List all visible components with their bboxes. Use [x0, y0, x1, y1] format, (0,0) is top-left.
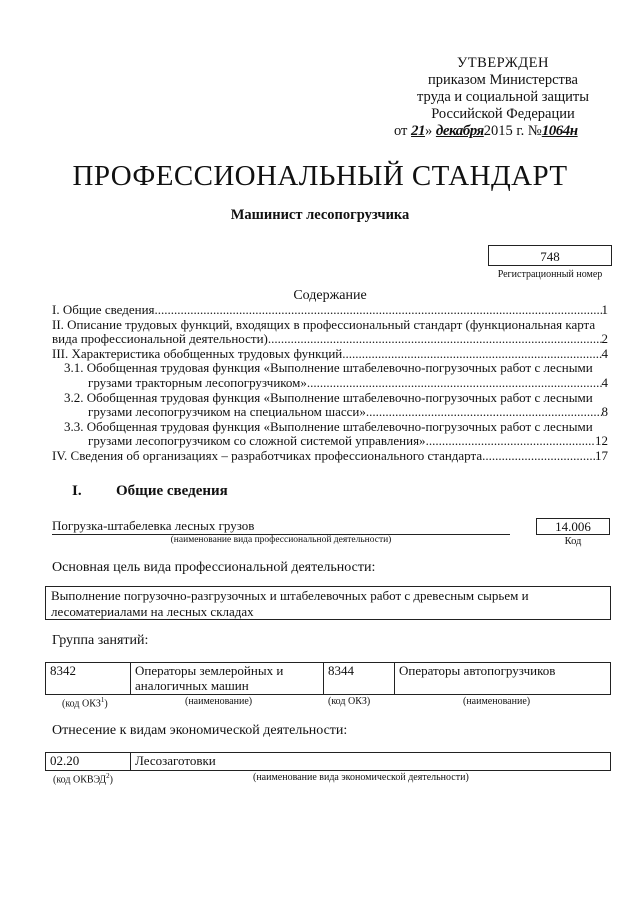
- toc-item-text-cont: вида профессиональной деятельности): [52, 331, 268, 347]
- economic-activity-name-caption: (наименование вида экономической деятельности): [253, 771, 469, 783]
- toc-item[interactable]: [52, 391, 608, 420]
- okz-code-caption-2: (код ОКЗ): [328, 696, 371, 707]
- approval-line-4: Российской Федерации: [431, 106, 575, 122]
- activity-name-caption: (наименование вида профессиональной деятельности): [170, 535, 392, 545]
- document-title: ПРОФЕССИОНАЛЬНЫЙ СТАНДАРТ: [72, 160, 568, 192]
- okz-code-caption: (код ОКЗ$^1$): [62, 696, 108, 710]
- toc-item-page: 4: [601, 345, 608, 361]
- occupation-name-caption: (наименование): [185, 696, 253, 707]
- economic-activity-label: Отнесение к видам экономической деятельности:: [52, 723, 348, 738]
- toc-item-text-cont: грузами лесопогрузчиком на специальном шасси»: [88, 404, 366, 420]
- approval-line-2: приказом Министерства: [428, 72, 578, 88]
- toc-item-page: 1: [601, 302, 608, 317]
- contents-title: Содержание: [293, 288, 367, 303]
- activity-code-caption: Код: [564, 536, 582, 547]
- toc-item[interactable]: [52, 420, 608, 449]
- toc-item-text: 3.1. Обобщенная трудовая функция «Выполнение штабелевочно-погрузочных работ с лесными: [64, 360, 593, 376]
- activity-name-field: Погрузка-штабелевка лесных грузов: [52, 518, 510, 535]
- toc-item-text-cont: грузами тракторным лесопогрузчиком»: [88, 374, 307, 390]
- okz-code-cell: 8342: [46, 663, 131, 695]
- economic-activity-name-cell: Лесозаготовки: [131, 753, 611, 771]
- occupation-group-label: Группа занятий:: [52, 633, 149, 648]
- approval-year: 2015 г. №: [483, 123, 542, 139]
- table-row: [46, 663, 611, 695]
- toc-item-page: 2: [601, 331, 608, 347]
- occupation-name-cell: Операторы автопогрузчиков: [395, 663, 611, 695]
- occupation-table: [45, 662, 611, 709]
- approval-from: от: [394, 123, 408, 139]
- toc-item-text: 3.3. Обобщенная трудовая функция «Выполнение штабелевочно-погрузочных работ с лесными: [64, 418, 593, 434]
- goal-label: Основная цель вида профессиональной деятельности:: [52, 560, 376, 575]
- table-row: [46, 753, 611, 771]
- approval-month: декабря: [435, 123, 484, 139]
- toc-item[interactable]: [52, 449, 608, 464]
- section-title: Общие сведения: [116, 483, 228, 499]
- section-heading: [72, 483, 228, 500]
- toc-item-page: 17: [595, 447, 608, 463]
- registration-number-box: 748: [488, 245, 612, 266]
- approval-number: 1064н: [541, 123, 578, 139]
- section-number: I.: [72, 483, 82, 499]
- toc-item[interactable]: [52, 303, 608, 318]
- toc-item-text: IV. Сведения об организациях – разработчиках профессионального стандарта: [52, 447, 483, 463]
- document-subtitle: Машинист лесопогрузчика: [230, 207, 410, 223]
- table-of-contents: [52, 303, 608, 464]
- toc-item-text: II. Описание трудовых функций, входящих в профессиональный стандарт (функциональная карта: [52, 316, 596, 332]
- occupation-name-caption-2: (наименование): [463, 696, 531, 707]
- toc-item[interactable]: [52, 347, 608, 362]
- toc-item-text: I. Общие сведения: [52, 302, 155, 317]
- toc-item[interactable]: [52, 318, 608, 347]
- activity-code-box: 14.006: [536, 518, 610, 535]
- approval-line-3: труда и социальной защиты: [417, 89, 589, 105]
- occupation-name-cell: Операторы землеройных и аналогичных машин: [131, 663, 324, 695]
- toc-item-page: 8: [601, 404, 608, 420]
- approval-heading: УТВЕРЖДЕН: [457, 55, 549, 71]
- approval-day: 21: [411, 123, 426, 139]
- toc-item-text: III. Характеристика обобщенных трудовых функций: [52, 345, 343, 361]
- toc-item-text: 3.2. Обобщенная трудовая функция «Выполнение штабелевочно-погрузочных работ с лесными: [64, 389, 593, 405]
- registration-number-label: Регистрационный номер: [497, 269, 603, 280]
- okz-code-cell: 8344: [324, 663, 395, 695]
- okved-code-cell: 02.20: [46, 753, 131, 771]
- goal-text-box: Выполнение погрузочно-разгрузочных и штабелевочных работ с древесным сырьем и лесоматериалами на лесных складах: [45, 586, 611, 620]
- toc-item[interactable]: [52, 361, 608, 390]
- toc-item-page: 4: [601, 374, 608, 390]
- toc-item-text-cont: грузами лесопогрузчиком со сложной системой управления»: [88, 433, 426, 449]
- toc-item-page: 12: [595, 433, 608, 449]
- approval-close-quote: »: [425, 123, 433, 139]
- okved-code-caption: (код ОКВЭД$^2$): [53, 771, 113, 785]
- approval-date-line: [388, 123, 618, 140]
- approval-block: [388, 55, 618, 140]
- economic-activity-table: [45, 752, 611, 785]
